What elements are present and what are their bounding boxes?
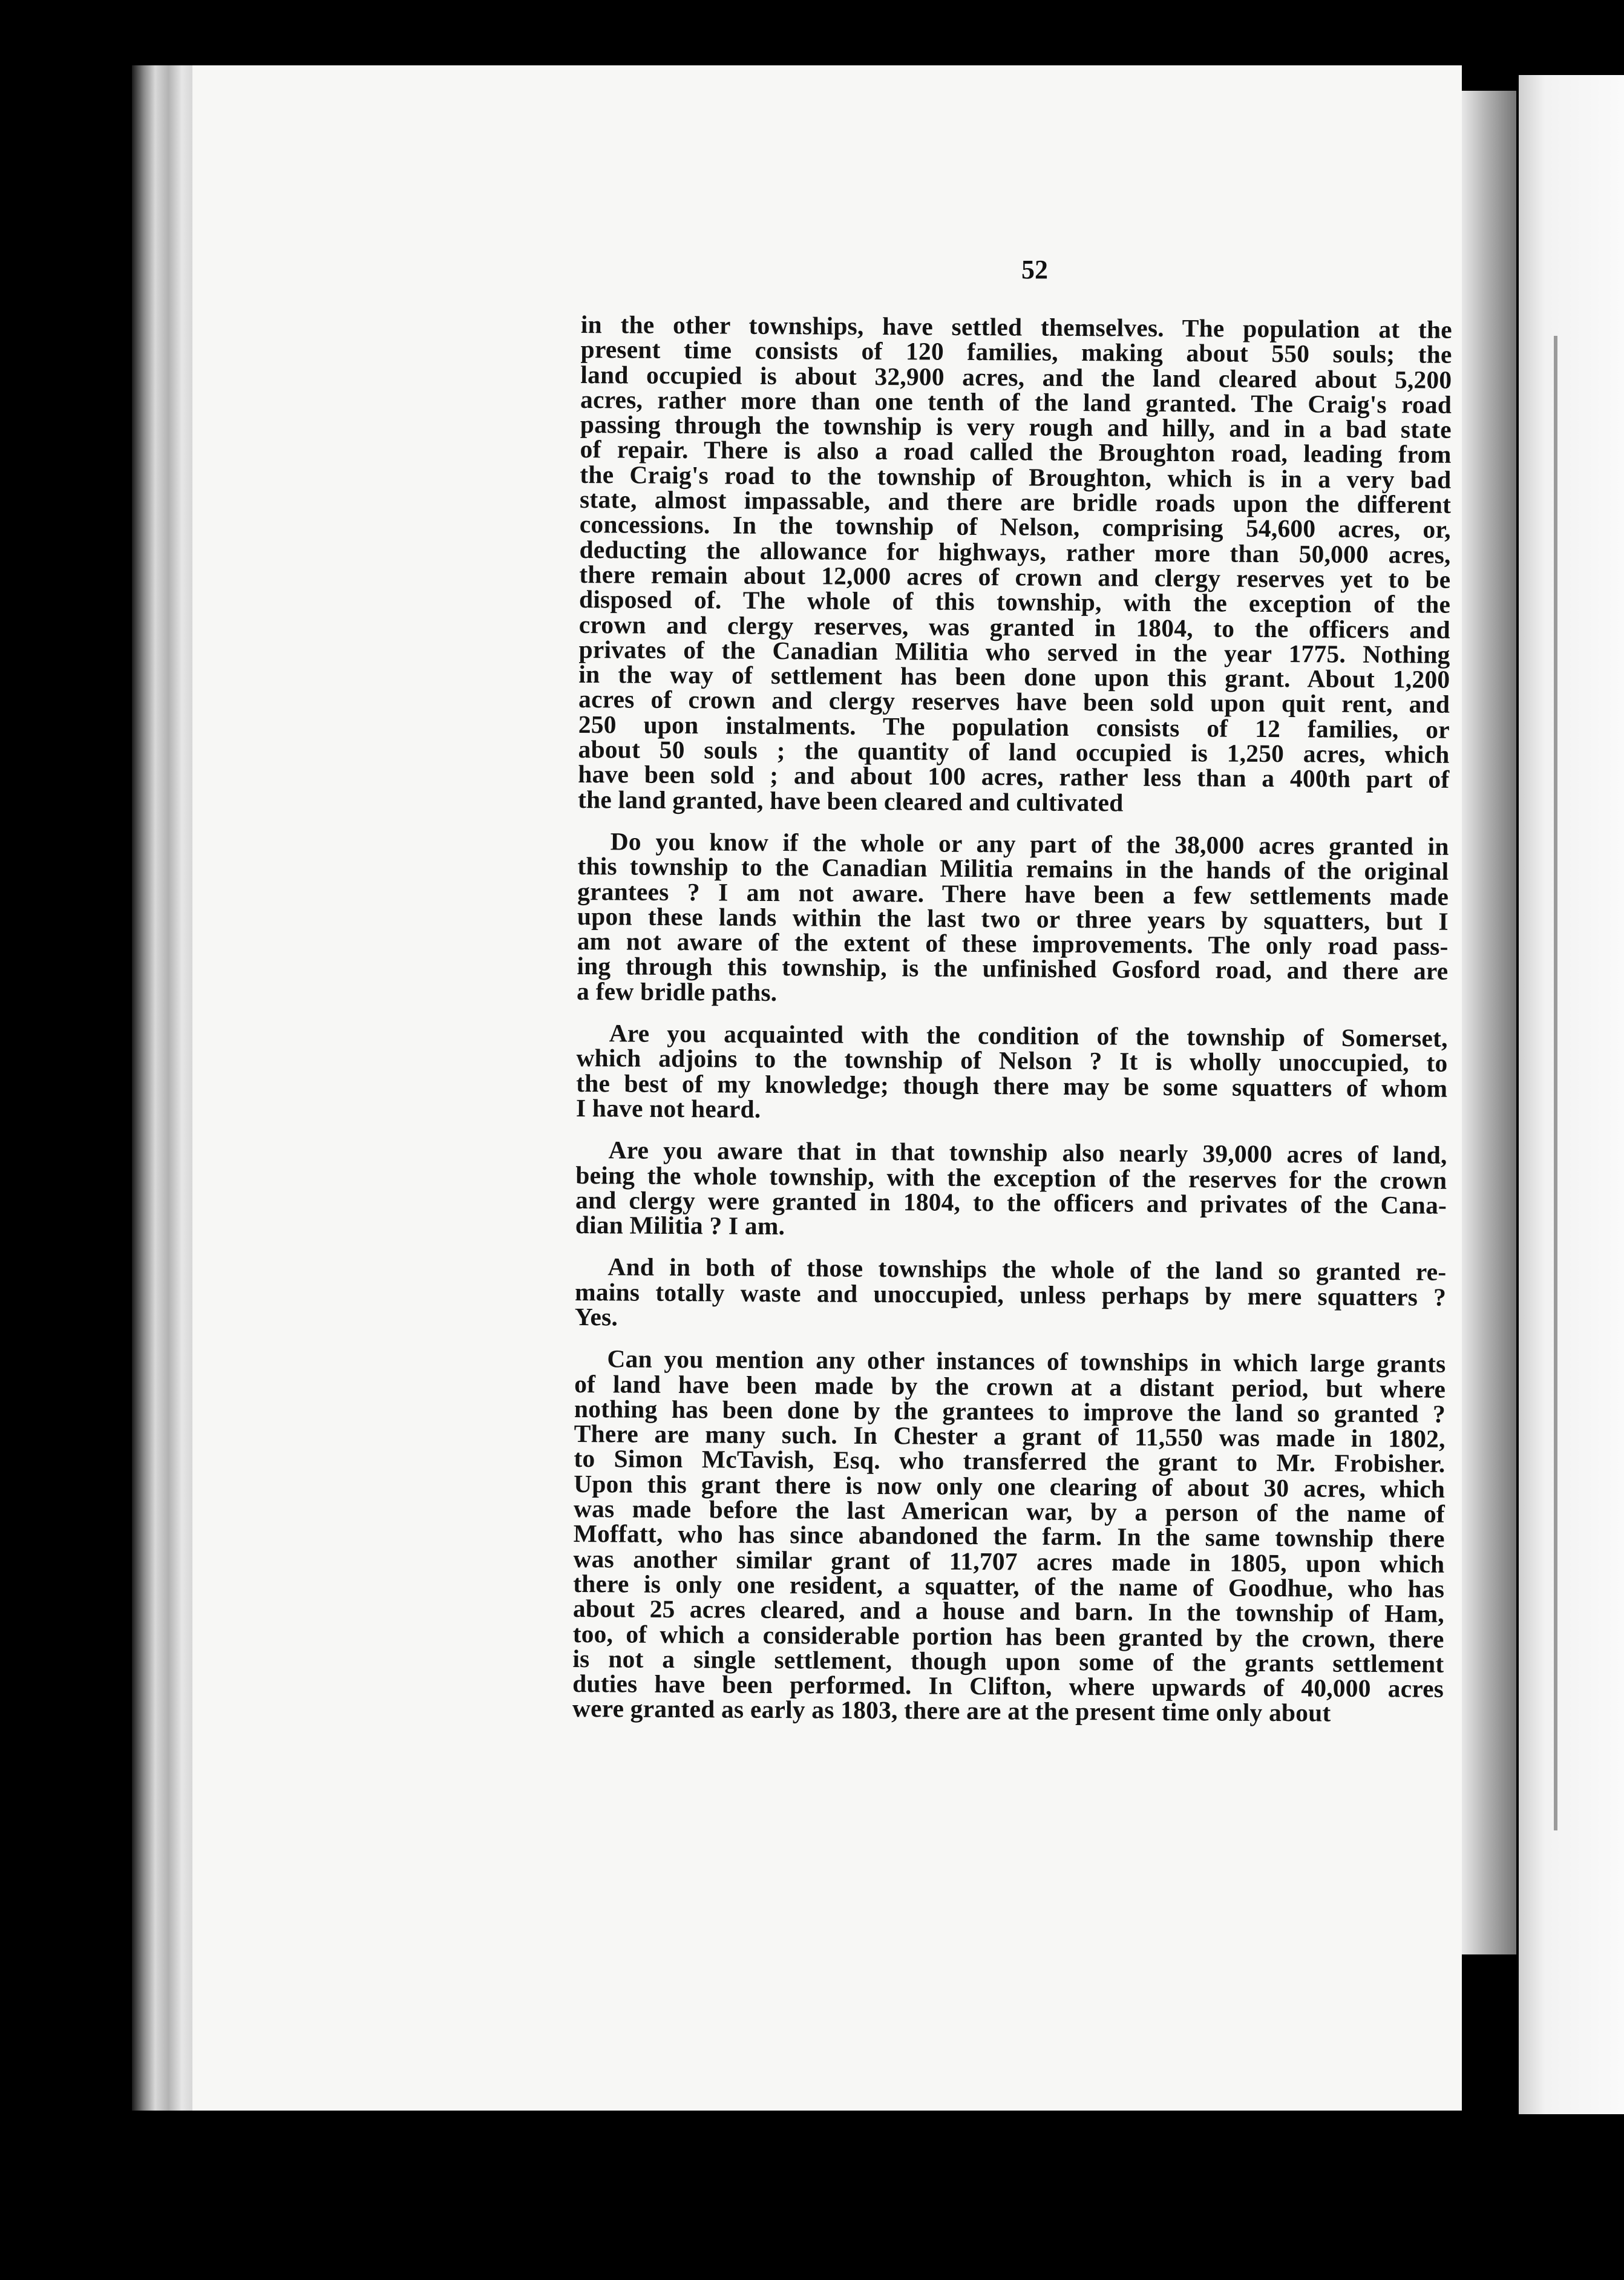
text-line: the Craig's road to the township of Broughton, which is in a very bad <box>580 460 1452 494</box>
text-line: I have not heard. <box>575 1093 761 1123</box>
text-line: duties have been performed. In Clifton, where upwards of 40,000 acres <box>572 1669 1444 1703</box>
paragraph <box>578 312 1452 817</box>
facing-page-rule <box>1554 336 1557 1830</box>
text-line: concessions. In the township of Nelson, comprising 54,600 acres, or, <box>579 510 1451 544</box>
text-line: ing through this township, is the unfinished Gosford road, and there are <box>577 952 1449 986</box>
text-line: in the way of settlement has been done upon this grant. About 1,200 <box>578 660 1450 693</box>
text-line: too, of which a considerable portion has been granted by the crown, there <box>572 1619 1444 1653</box>
text-line: There are many such. In Chester a grant of 11,550 was made in 1802, <box>574 1420 1446 1453</box>
text-line: of repair. There is also a road called the Broughton road, leading from <box>580 435 1452 469</box>
text-line: crown and clergy reserves, was granted in 1804, to the officers and <box>578 610 1450 644</box>
text-line: was made before the last American war, by a person of the name of <box>573 1495 1446 1528</box>
page-edge-shadow <box>1462 91 1516 1954</box>
text-line: Moffatt, who has since abandoned the farm. In the same township there <box>573 1519 1445 1553</box>
text-line: Yes. <box>574 1302 618 1331</box>
paragraph <box>576 1021 1448 1126</box>
text-line: mains totally waste and unoccupied, unless perhaps by mere squatters ? <box>574 1277 1447 1311</box>
text-line: being the whole township, with the exception of the reserves for the crown <box>575 1161 1447 1194</box>
text-line: the best of my knowledge; though there may be some squatters of whom <box>576 1069 1448 1102</box>
text-line: were granted as early as 1803, there are at the present time only about <box>572 1694 1331 1728</box>
text-line: 250 upon instalments. The population consists of 12 families, or <box>578 710 1450 744</box>
paragraph <box>577 829 1449 1009</box>
text-line: Are you aware that in that township also nearly 39,000 acres of land, <box>608 1136 1447 1169</box>
paragraph <box>575 1254 1447 1335</box>
text-line: the land granted, have been cleared and cultivated <box>577 785 1124 817</box>
text-line: land occupied is about 32,900 acres, and the land cleared about 5,200 <box>580 360 1452 394</box>
text-line: to Simon McTavish, Esq. who transferred the grant to Mr. Frobisher. <box>574 1444 1446 1478</box>
text-line: disposed of. The whole of this township, with the exception of the <box>578 585 1451 619</box>
text-line: have been sold ; and about 100 acres, rather less than a 400th part of <box>578 760 1450 794</box>
text-line: deducting the allowance for highways, rather more than 50,000 acres, <box>579 535 1451 569</box>
text-line: was another similar grant of 11,707 acres made in 1805, upon which <box>573 1544 1445 1578</box>
paragraph <box>575 1138 1447 1243</box>
text-line: acres of crown and clergy reserves have been sold upon quit rent, and <box>578 685 1450 719</box>
body-text-column <box>572 312 1452 1726</box>
text-line: state, almost impassable, and there are bridle roads upon the different <box>579 485 1452 519</box>
text-line: of land have been made by the crown at a distant period, but where <box>574 1369 1446 1403</box>
text-line: am not aware of the extent of these improvements. The only road pass- <box>577 927 1449 960</box>
book-gutter <box>132 65 198 2111</box>
text-line: about 50 souls ; the quantity of land occupied is 1,250 acres, which <box>578 735 1450 768</box>
text-line: there remain about 12,000 acres of crown and clergy reserves yet to be <box>579 560 1451 594</box>
text-line: privates of the Canadian Militia who served in the year 1775. Nothing <box>578 635 1450 669</box>
text-line: Are you acquainted with the condition of the township of Somerset, <box>609 1019 1448 1052</box>
facing-page-strip <box>1519 75 1624 2114</box>
text-line: and clergy were granted in 1804, to the officers and privates of the Cana- <box>575 1185 1447 1219</box>
text-line: a few bridle paths. <box>577 977 778 1006</box>
text-line: present time consists of 120 families, making about 550 souls; the <box>580 335 1452 369</box>
text-line: acres, rather more than one tenth of the land granted. The Craig's road <box>580 385 1452 419</box>
text-line: is not a single settlement, though upon some of the grants settlement <box>572 1644 1444 1678</box>
text-line: about 25 acres cleared, and a house and barn. In the township of Ham, <box>572 1594 1445 1628</box>
text-line: upon these lands within the last two or three years by squatters, but I <box>577 902 1449 935</box>
paragraph <box>572 1346 1446 1726</box>
text-line: this township to the Canadian Militia remains in the hands of the original <box>577 852 1449 886</box>
text-line: Do you know if the whole or any part of the 38,000 acres granted in <box>610 827 1449 860</box>
page-number: 52 <box>1021 255 1048 284</box>
text-line: which adjoins to the township of Nelson ? It is wholly unoccupied, to <box>576 1044 1448 1078</box>
text-line: nothing has been done by the grantees to improve the land so granted ? <box>574 1394 1446 1428</box>
text-line: And in both of those townships the whole of the land so granted re- <box>607 1253 1447 1286</box>
text-line: Upon this grant there is now only one clearing of about 30 acres, which <box>574 1469 1446 1503</box>
text-line: there is only one resident, a squatter, of the name of Goodhue, who has <box>573 1569 1445 1603</box>
text-line: passing through the township is very rough and hilly, and in a bad state <box>580 410 1452 444</box>
text-line: dian Militia ? I am. <box>575 1211 785 1240</box>
text-line: grantees ? I am not aware. There have been a few settlements made <box>577 877 1449 911</box>
text-line: Can you mention any other instances of townships in which large grants <box>607 1345 1446 1378</box>
text-line: in the other townships, have settled themselves. The population at the <box>580 310 1452 344</box>
